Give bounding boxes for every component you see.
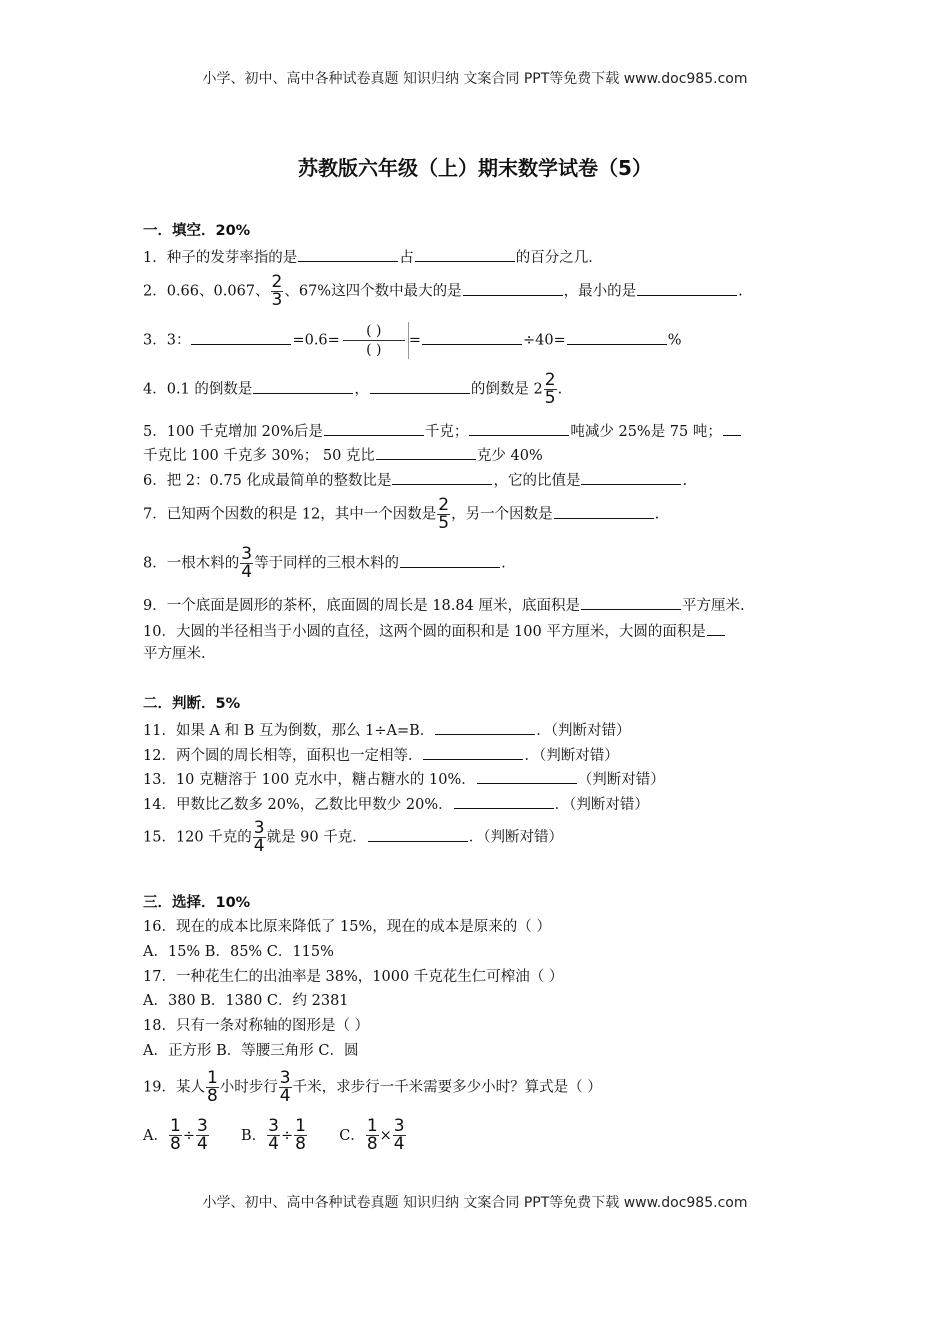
fraction: $\frac{1}{8}$ bbox=[366, 1116, 378, 1154]
question-14: 14．甲数比乙数多 20%，乙数比甲数少 20%． ．（判断对错） bbox=[143, 794, 649, 814]
answer-blank[interactable] bbox=[723, 421, 741, 436]
section-3-heading: 三．选择．10% bbox=[143, 895, 251, 911]
answer-blank[interactable] bbox=[463, 281, 563, 296]
page-header: 小学、初中、高中各种试卷真题 知识归纳 文案合同 PPT等免费下载 www.doc985.com bbox=[202, 71, 748, 87]
question-9: 9．一个底面是圆形的茶杯，底面圆的周长是 18.84 厘米，底面积是 平方厘米. bbox=[143, 595, 745, 615]
option-a[interactable]: A． $\frac{1}{8}$ ÷ $\frac{3}{4}$ bbox=[143, 1116, 208, 1154]
question-1: 1．种子的发芽率指的是 占 的百分之几． bbox=[143, 247, 603, 267]
question-3: 3．3： =0.6= ( ) ( ) = ÷40= % bbox=[143, 323, 682, 358]
fraction: $\frac{3}{4}$ bbox=[393, 1116, 405, 1154]
answer-blank[interactable] bbox=[392, 470, 492, 485]
answer-blank[interactable] bbox=[422, 330, 522, 345]
question-15: 15．120 千克的 $\frac{3}{4}$ 就是 90 千克． ．（判断对错） bbox=[143, 818, 563, 856]
question-4: 4．0.1 的倒数是 ， 的倒数是 2 $\frac{2}{5}$ . bbox=[143, 370, 563, 408]
question-8: 8．一根木料的 $\frac{3}{4}$ 等于同样的三根木料的 . bbox=[143, 544, 506, 582]
fraction: $\frac{2}{5}$ bbox=[544, 370, 556, 408]
answer-blank[interactable] bbox=[435, 720, 535, 735]
question-16-options[interactable]: A．15% B．85% C．115% bbox=[143, 944, 334, 960]
page-footer: 小学、初中、高中各种试卷真题 知识归纳 文案合同 PPT等免费下载 www.doc985.com bbox=[202, 1195, 748, 1211]
answer-blank[interactable] bbox=[581, 595, 681, 610]
question-17: 17．一种花生仁的出油率是 38%，1000 千克花生仁可榨油（ ） bbox=[143, 969, 564, 985]
question-16: 16．现在的成本比原来降低了 15%，现在的成本是原来的（ ） bbox=[143, 919, 551, 935]
answer-blank[interactable] bbox=[707, 621, 725, 636]
answer-blank[interactable] bbox=[423, 745, 523, 760]
answer-blank[interactable] bbox=[469, 421, 569, 436]
section-2-heading: 二．判断．5% bbox=[143, 696, 241, 712]
question-12: 12．两个圆的周长相等，面积也一定相等． ．（判断对错） bbox=[143, 745, 619, 765]
answer-blank[interactable] bbox=[298, 247, 398, 262]
answer-blank[interactable] bbox=[567, 330, 667, 345]
question-17-options[interactable]: A．380 B．1380 C．约 2381 bbox=[143, 993, 349, 1009]
answer-blank[interactable] bbox=[368, 827, 468, 842]
answer-blank[interactable] bbox=[370, 379, 470, 394]
question-13: 13．10 克糖溶于 100 克水中，糖占糖水的 10%． （判断对错） bbox=[143, 769, 665, 789]
question-11: 11．如果 A 和 B 互为倒数，那么 1÷A=B． ．（判断对错） bbox=[143, 720, 631, 740]
fraction: $\frac{1}{8}$ bbox=[169, 1116, 181, 1154]
question-19-options bbox=[143, 1118, 407, 1153]
question-18-options[interactable]: A．正方形 B．等腰三角形 C．圆 bbox=[143, 1043, 359, 1059]
answer-blank[interactable] bbox=[454, 794, 554, 809]
question-6: 6．把 2：0.75 化成最简单的整数比是 ，它的比值是 . bbox=[143, 470, 687, 490]
question-7: 7．已知两个因数的积是 12，其中一个因数是 $\frac{2}{5}$ ，另一个因数是 . bbox=[143, 495, 660, 533]
fraction: $\frac{3}{4}$ bbox=[268, 1116, 279, 1154]
answer-blank[interactable] bbox=[253, 379, 353, 394]
question-18: 18．只有一条对称轴的图形是（ ） bbox=[143, 1018, 370, 1034]
question-10: 10．大圆的半径相当于小圆的直径，这两个圆的面积和是 100 平方厘米，大圆的面积是 bbox=[143, 621, 726, 641]
page-title: 苏教版六年级（上）期末数学试卷（5） bbox=[298, 156, 652, 180]
question-5-cont: 千克比 100 千克多 30%； 50 克比 克少 40% bbox=[143, 445, 543, 465]
question-10-cont: 平方厘米. bbox=[143, 646, 206, 662]
fraction: $\frac{3}{4}$ bbox=[196, 1116, 208, 1154]
question-19: 19．某人 $\frac{1}{8}$ 小时步行 $\frac{3}{4}$ 千米，求步行一千米需要多少小时？算式是（ ） bbox=[143, 1068, 602, 1106]
option-b[interactable]: B． $\frac{3}{4}$ ÷ $\frac{1}{8}$ bbox=[241, 1116, 306, 1154]
answer-blank[interactable] bbox=[554, 504, 654, 519]
fraction: $\frac{3}{4}$ bbox=[279, 1068, 291, 1106]
section-1-heading: 一．填空．20% bbox=[143, 223, 251, 239]
answer-blank[interactable] bbox=[581, 470, 681, 485]
fraction: $\frac{2}{3}$ bbox=[271, 272, 283, 310]
answer-blank[interactable] bbox=[376, 445, 476, 460]
fraction: $\frac{3}{4}$ bbox=[253, 818, 265, 856]
question-5: 5．100 千克增加 20%后是 千克； 吨减少 25%是 75 吨； bbox=[143, 421, 742, 441]
question-2: 2．0.66、0.067、 $\frac{2}{3}$ 、67%这四个数中最大的是 ，最小的是 . bbox=[143, 272, 743, 310]
fraction-blank[interactable]: ( ) ( ) bbox=[340, 322, 409, 359]
option-c[interactable]: C． $\frac{1}{8}$ × $\frac{3}{4}$ bbox=[339, 1116, 405, 1154]
answer-blank[interactable] bbox=[191, 330, 291, 345]
fraction: $\frac{1}{8}$ bbox=[206, 1068, 218, 1106]
fraction: $\frac{2}{5}$ bbox=[438, 495, 450, 533]
answer-blank[interactable] bbox=[637, 281, 737, 296]
fraction: $\frac{3}{4}$ bbox=[241, 544, 253, 582]
answer-blank[interactable] bbox=[324, 421, 424, 436]
answer-blank[interactable] bbox=[400, 553, 500, 568]
fraction: $\frac{1}{8}$ bbox=[295, 1116, 306, 1154]
answer-blank[interactable] bbox=[415, 247, 515, 262]
answer-blank[interactable] bbox=[477, 769, 577, 784]
